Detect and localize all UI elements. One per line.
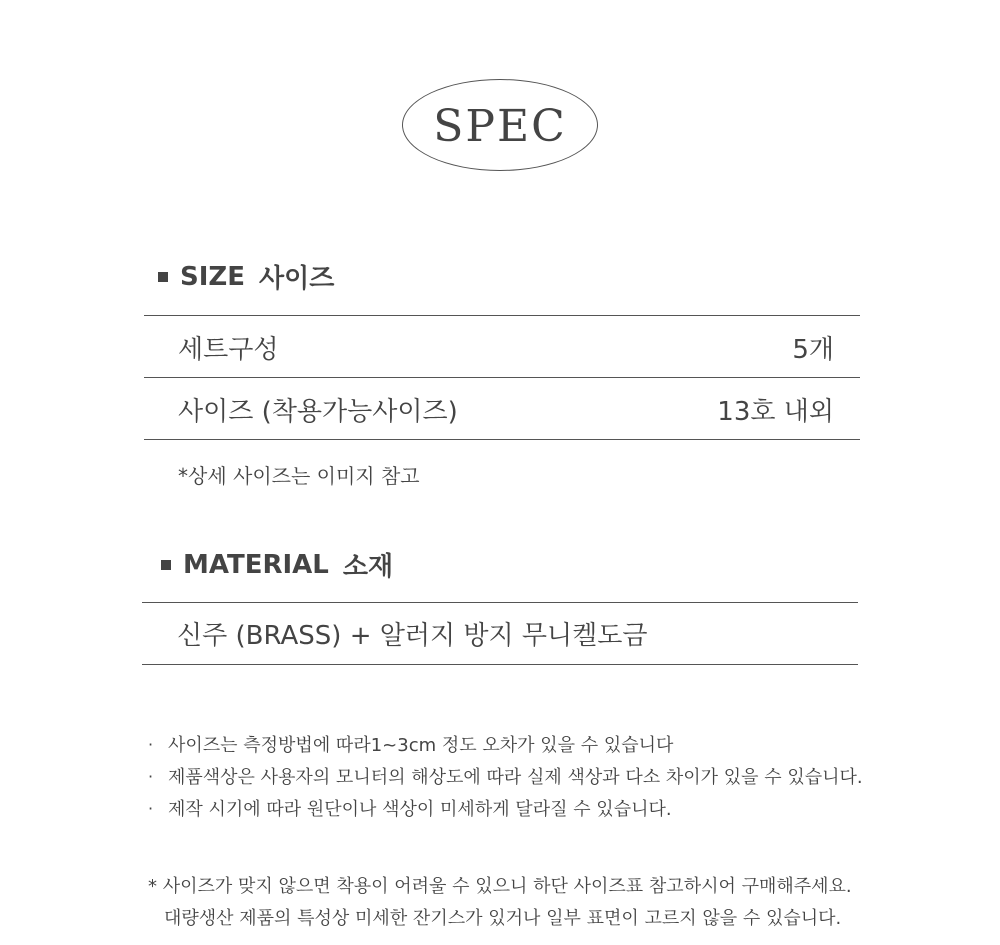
divider	[144, 377, 860, 378]
divider	[142, 664, 858, 665]
list-item	[148, 760, 863, 792]
dot-bullet: ·	[148, 766, 154, 786]
notice-text: 제품색상은 사용자의 모니터의 해상도에 따라 실제 색상과 다소 차이가 있을 수 있습니다.	[168, 767, 863, 788]
set-composition-label: 세트구성	[178, 335, 279, 365]
footnote-line-2: 대량생산 제품의 특성상 미세한 잔기스가 있거나 일부 표면이 고르지 않을 수 있습니다.	[164, 908, 842, 929]
square-bullet-icon	[158, 272, 168, 282]
notice-text: 제작 시기에 따라 원단이나 색상이 미세하게 달라질 수 있습니다.	[168, 799, 672, 820]
dot-bullet: ·	[148, 734, 154, 754]
spec-badge	[402, 79, 598, 171]
notice-text: 사이즈는 측정방법에 따라1~3cm 정도 오차가 있을 수 있습니다	[168, 735, 674, 756]
spec-title: SPEC	[433, 100, 567, 152]
material-heading-en: MATERIAL	[183, 549, 329, 580]
list-item	[148, 728, 863, 760]
divider	[144, 315, 860, 316]
notice-list	[148, 728, 863, 824]
footnote-line-1: * 사이즈가 맞지 않으면 착용이 어려울 수 있으니 하단 사이즈표 참고하시어 구매해주세요.	[148, 876, 852, 897]
material-heading-ko: 소재	[342, 552, 394, 582]
square-bullet-icon	[161, 560, 171, 570]
size-heading-ko: 사이즈	[259, 264, 335, 294]
divider	[144, 439, 860, 440]
size-heading-en: SIZE	[180, 261, 246, 292]
wearable-size-value: 13호 내외	[717, 397, 834, 427]
dot-bullet: ·	[148, 798, 154, 818]
divider	[142, 602, 858, 603]
wearable-size-label: 사이즈 (착용가능사이즈)	[178, 397, 458, 427]
set-composition-value: 5개	[792, 335, 834, 365]
size-section-heading	[158, 258, 334, 295]
material-value: 신주 (BRASS) + 알러지 방지 무니켈도금	[177, 621, 648, 651]
material-section-heading	[161, 546, 393, 583]
list-item	[148, 792, 863, 824]
size-detail-note: *상세 사이즈는 이미지 참고	[178, 464, 420, 488]
